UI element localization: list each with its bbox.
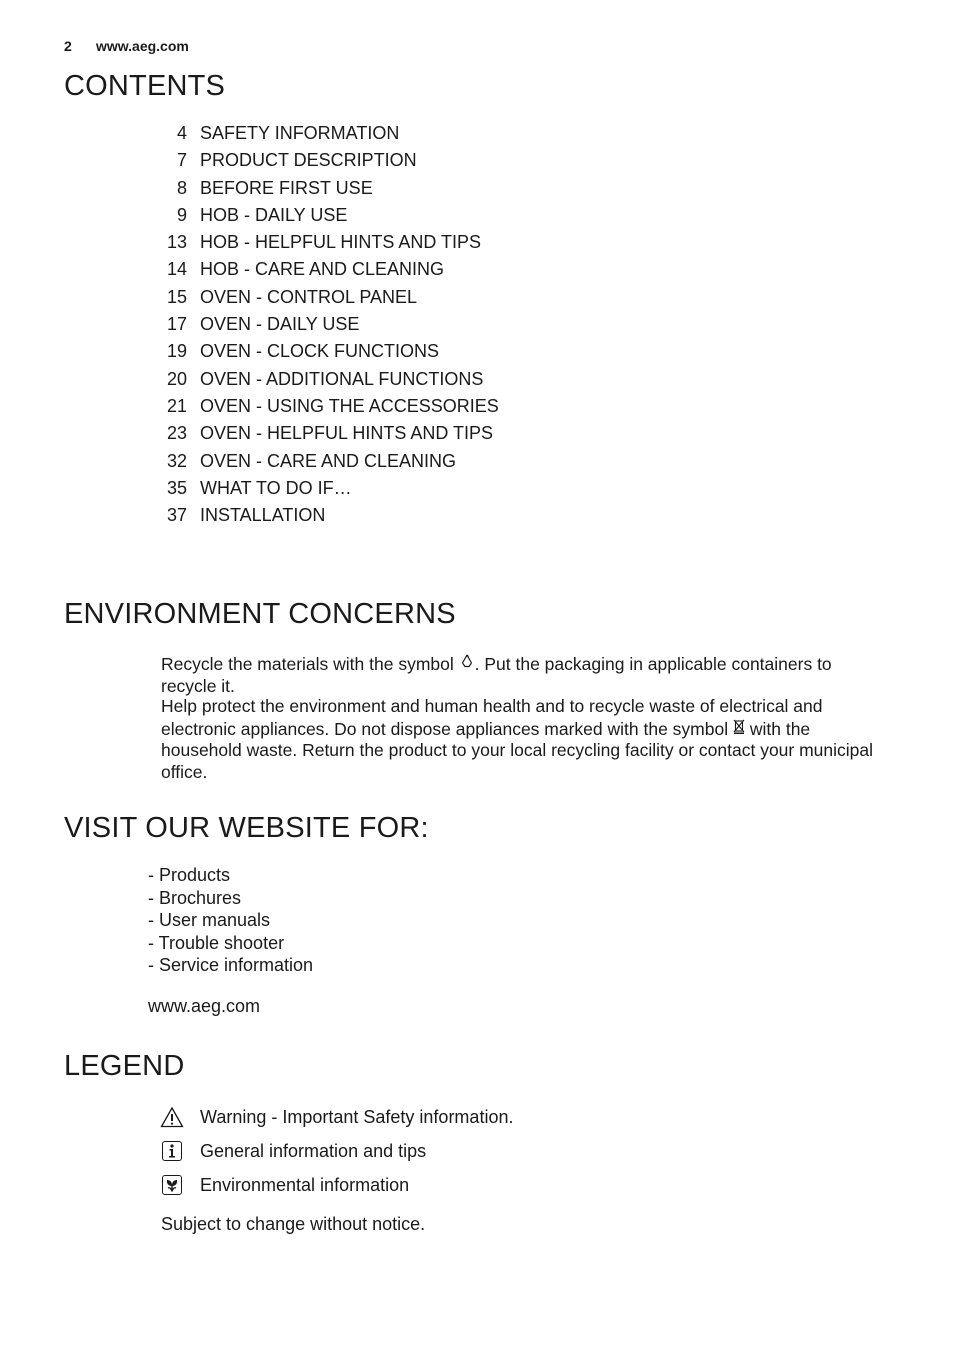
environment-paragraph-2: Help protect the environment and human health and to recycle waste of electrical and electronic appliances. Do not dispose appliances marked with the symbol with the household waste. Return the product to your local recycling facility or contact your municipal office. [161, 696, 874, 782]
legend-list [160, 1100, 513, 1202]
toc-item[interactable] [150, 502, 499, 529]
list-item: - Service information [148, 955, 314, 976]
toc-page: 20 [166, 368, 187, 389]
toc-item[interactable] [150, 448, 499, 475]
toc-label: OVEN - CONTROL PANEL [200, 286, 418, 307]
warning-icon [160, 1105, 184, 1129]
toc-label: OVEN - HELPFUL HINTS AND TIPS [200, 423, 494, 444]
legend-item [160, 1134, 513, 1168]
toc-label: INSTALLATION [200, 505, 326, 526]
crossed-bin-icon [733, 718, 745, 741]
toc-page: 14 [166, 259, 187, 280]
toc-page: 7 [176, 150, 187, 171]
website-title: VISIT OUR WEBSITE FOR: [64, 812, 429, 844]
legend-label: Warning - Important Safety information. [200, 1106, 514, 1127]
toc-item[interactable] [150, 393, 499, 420]
toc-label: HOB - CARE AND CLEANING [200, 259, 445, 280]
toc-label: OVEN - USING THE ACCESSORIES [200, 395, 499, 416]
legend-item [160, 1168, 513, 1202]
toc-item[interactable] [150, 284, 499, 311]
toc-item[interactable] [150, 175, 499, 202]
environment-title: ENVIRONMENT CONCERNS [64, 598, 456, 630]
toc-item[interactable] [150, 420, 499, 447]
toc-item[interactable] [150, 229, 499, 256]
toc-page: 37 [166, 505, 187, 526]
toc-page: 8 [176, 177, 187, 198]
info-icon [160, 1139, 184, 1163]
toc-label: PRODUCT DESCRIPTION [200, 150, 417, 171]
toc-item[interactable] [150, 120, 499, 147]
toc-page: 35 [166, 477, 187, 498]
list-item: - Products [148, 865, 231, 885]
list-item: - Brochures [148, 887, 242, 908]
recycle-icon [459, 653, 475, 676]
toc-page: 21 [166, 395, 187, 416]
toc-page: 23 [166, 423, 187, 444]
toc-page: 9 [176, 204, 187, 225]
toc-label: OVEN - CLOCK FUNCTIONS [200, 341, 440, 362]
contents-title: CONTENTS [64, 70, 226, 102]
legend-title: LEGEND [64, 1050, 185, 1082]
website-list [148, 864, 313, 977]
toc-page: 17 [166, 314, 187, 335]
footer-note: Subject to change without notice. [161, 1214, 426, 1234]
header-site[interactable]: www.aeg.com [96, 38, 189, 54]
toc-label: HOB - DAILY USE [200, 204, 348, 225]
toc-page: 19 [166, 341, 187, 362]
toc-label: OVEN - DAILY USE [200, 314, 360, 335]
list-item: - User manuals [148, 910, 271, 931]
toc-label: OVEN - ADDITIONAL FUNCTIONS [200, 368, 484, 389]
website-url[interactable]: www.aeg.com [148, 996, 261, 1016]
toc-item[interactable] [150, 366, 499, 393]
contents-list [150, 120, 499, 529]
toc-item[interactable] [150, 475, 499, 502]
toc-item[interactable] [150, 256, 499, 283]
legend-label: Environmental information [200, 1174, 410, 1195]
toc-page: 32 [166, 450, 187, 471]
list-item: - Trouble shooter [148, 932, 285, 953]
environment-icon [160, 1173, 184, 1197]
page-header [64, 38, 189, 54]
toc-page: 4 [176, 123, 187, 143]
toc-label: HOB - HELPFUL HINTS AND TIPS [200, 232, 482, 253]
toc-label: OVEN - CARE AND CLEANING [200, 450, 457, 471]
toc-page: 15 [166, 286, 187, 307]
legend-label: General information and tips [200, 1140, 427, 1161]
toc-page: 13 [166, 232, 187, 253]
toc-label: SAFETY INFORMATION [200, 123, 400, 143]
environment-paragraph-1: Recycle the materials with the symbol . Put the packaging in applicable containers to recycle it. [161, 654, 832, 696]
toc-item[interactable] [150, 338, 499, 365]
toc-label: BEFORE FIRST USE [200, 177, 373, 198]
legend-item [160, 1100, 513, 1134]
page-number: 2 [64, 38, 72, 54]
toc-item[interactable] [150, 147, 499, 174]
toc-label: WHAT TO DO IF… [200, 477, 352, 498]
toc-item[interactable] [150, 311, 499, 338]
toc-item[interactable] [150, 202, 499, 229]
